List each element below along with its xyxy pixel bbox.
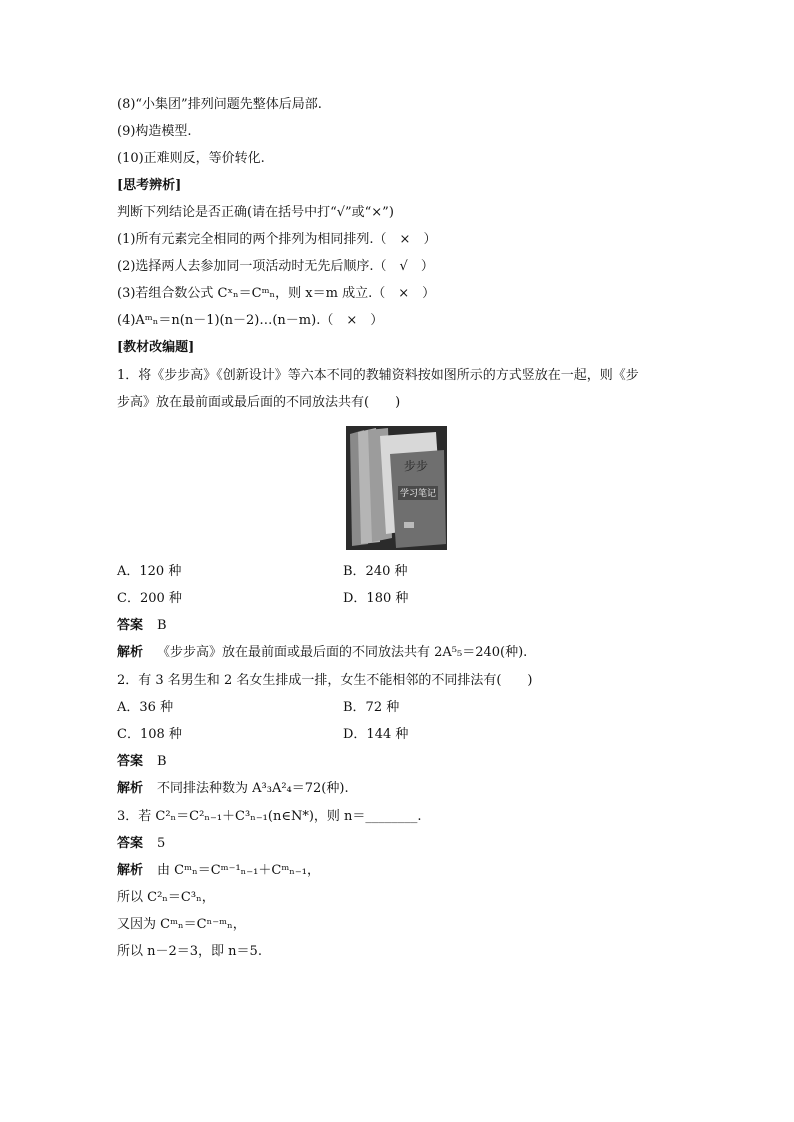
q1-option-c: C．200 种	[117, 591, 182, 606]
analysis-label: 解析	[117, 781, 144, 796]
section-heading-thinking: [思考辨析]	[117, 178, 182, 193]
analysis-text: 不同排法种数为 A³₃A²₄＝72(种).	[157, 781, 349, 796]
answer-value: B	[157, 618, 167, 633]
judge-item-1: (1)所有元素完全相同的两个排列为相同排列.（ × ）	[117, 232, 437, 247]
books-photo	[346, 426, 447, 550]
cover-brand-text: 步步	[404, 459, 429, 473]
q3-step-1: 所以 C²ₙ＝C³ₙ，	[117, 890, 215, 905]
question-1-line-2: 步高》放在最前面或最后面的不同放法共有( )	[117, 395, 401, 410]
q1-option-a: A．120 种	[117, 564, 182, 579]
q3-step-3: 所以 n－2＝3，即 n＝5.	[117, 944, 262, 959]
section-heading-textbook: [教材改编题]	[117, 340, 195, 355]
question-3: 3．若 C²ₙ＝C²ₙ₋₁＋C³ₙ₋₁(n∈N*)，则 n＝________.	[117, 809, 422, 824]
question-2: 2．有 3 名男生和 2 名女生排成一排，女生不能相邻的不同排法有( )	[117, 673, 533, 688]
line-8: (8)“小集团”排列问题先整体后局部.	[117, 97, 322, 112]
analysis-text: 《步步高》放在最前面或最后面的不同放法共有 2A⁵₅＝240(种).	[157, 645, 528, 660]
question-1-line-1: 1．将《步步高》《创新设计》等六本不同的教辅资料按如图所示的方式竖放在一起，则《步	[117, 368, 639, 383]
answer-value: 5	[157, 836, 166, 851]
answer-label: 答案	[117, 754, 144, 769]
judge-item-2: (2)选择两人去参加同一项活动时无先后顺序.（ √ ）	[117, 259, 434, 274]
q1-option-b: B．240 种	[343, 564, 408, 579]
q2-option-c: C．108 种	[117, 727, 182, 742]
q1-option-d: D．180 种	[343, 591, 409, 606]
judge-instruction: 判断下列结论是否正确(请在括号中打“√”或“×”)	[117, 205, 394, 220]
line-9: (9)构造模型.	[117, 124, 192, 139]
answer-label: 答案	[117, 836, 144, 851]
q1-analysis	[117, 644, 527, 662]
q2-analysis	[117, 780, 349, 798]
judge-item-4: (4)Aᵐₙ＝n(n－1)(n－2)…(n－m).（ × ）	[117, 313, 384, 328]
q2-option-d: D．144 种	[343, 727, 409, 742]
q3-step-2: 又因为 Cᵐₙ＝Cⁿ⁻ᵐₙ，	[117, 917, 246, 932]
analysis-label: 解析	[117, 863, 144, 878]
answer-label: 答案	[117, 618, 144, 633]
analysis-text: 由 Cᵐₙ＝Cᵐ⁻¹ₙ₋₁＋Cᵐₙ₋₁，	[157, 863, 320, 878]
line-10: (10)正难则反，等价转化.	[117, 151, 265, 166]
q2-option-b: B．72 种	[343, 700, 400, 715]
cover-title-text: 学习笔记	[399, 489, 437, 499]
judge-item-3: (3)若组合数公式 Cˣₙ＝Cᵐₙ，则 x＝m 成立.（ × ）	[117, 286, 436, 301]
q2-answer	[117, 753, 167, 771]
answer-value: B	[157, 754, 167, 769]
q3-answer	[117, 835, 165, 853]
q1-answer	[117, 617, 167, 635]
analysis-label: 解析	[117, 645, 144, 660]
q3-analysis	[117, 862, 320, 880]
q2-option-a: A．36 种	[117, 700, 174, 715]
